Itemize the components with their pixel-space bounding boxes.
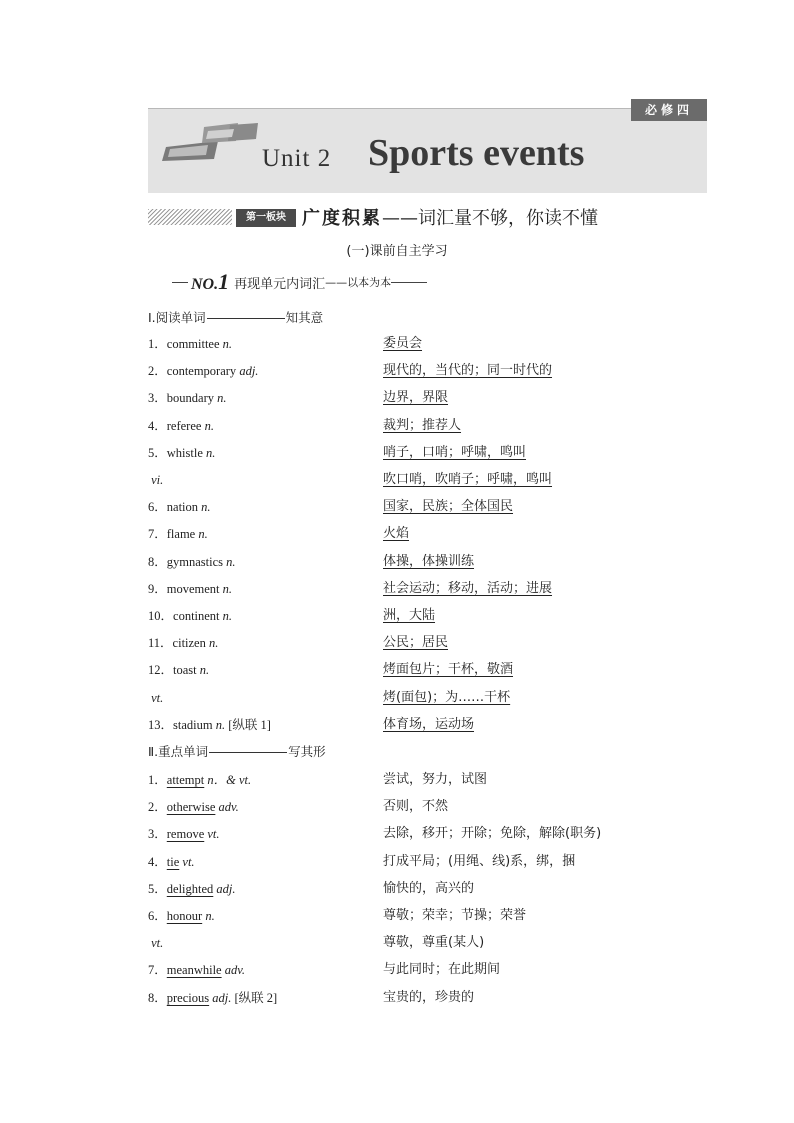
item-word: citizen (172, 636, 206, 651)
item-word: precious (166, 990, 210, 1005)
rule-left (172, 282, 188, 283)
list-item (148, 415, 708, 437)
item-pos: n. (205, 909, 215, 923)
part1-heading-tail: 知其意 (285, 310, 324, 325)
list-item (148, 714, 708, 736)
book-tag: 必修四 (631, 99, 707, 121)
list-item (148, 360, 708, 382)
section-stripe (148, 209, 232, 225)
item-extra: [纵联 1] (228, 717, 271, 732)
item-word: honour (166, 909, 203, 923)
item-number: 8． (148, 554, 167, 569)
item-number: 13． (148, 717, 174, 732)
item-word: tie (166, 854, 180, 869)
unit-banner (148, 103, 707, 193)
heading-dash (209, 752, 287, 753)
item-meaning: 火焰 (383, 526, 410, 542)
item-meaning: 公民；居民 (383, 635, 449, 651)
item-pos: n. (201, 500, 211, 515)
item-word: continent (173, 609, 220, 623)
item-word: committee (166, 337, 220, 351)
item-meaning: 尊敬；荣幸；节操；荣誉 (383, 908, 527, 923)
item-meaning: 尝试，努力，试图 (383, 772, 488, 787)
item-number: 2． (148, 800, 167, 815)
item-meaning: 去除，移开；开除；免除，解除(职务) (383, 826, 602, 842)
subsection-tail: ——以本为本 (325, 276, 392, 289)
list-item (148, 632, 708, 654)
list-item (148, 387, 708, 409)
item-extra: [纵联 2] (234, 990, 278, 1005)
item-word: flame (166, 527, 196, 542)
part2-heading-tail: 写其形 (288, 744, 326, 759)
item-meaning: 边界，界限 (383, 390, 449, 406)
list-item (148, 959, 708, 981)
item-meaning: 烤面包片；干杯，敬酒 (383, 662, 514, 678)
item-pos: adv. (224, 963, 245, 978)
item-pos: n. (222, 581, 233, 596)
item-pos: vt. (151, 690, 164, 705)
list-item (148, 605, 708, 627)
item-word: attempt (166, 773, 205, 787)
item-number: 5． (148, 881, 167, 896)
item-meaning: 体育场，运动场 (383, 716, 475, 732)
list-item (148, 823, 708, 845)
item-number: 6． (148, 909, 167, 923)
item-pos: vt. (182, 854, 195, 869)
list-item (148, 659, 708, 681)
item-number: 3． (148, 391, 167, 406)
item-pos: n. (204, 418, 214, 433)
part1-heading (148, 307, 323, 329)
item-meaning: 打成平局；(用绳、线)系，绑，捆 (383, 853, 576, 869)
item-number: 1． (148, 337, 167, 351)
item-number: 10． (148, 609, 174, 623)
section-badge: 第一板块 (236, 209, 296, 227)
item-number: 6． (148, 500, 167, 515)
item-pos: n. (199, 663, 210, 678)
list-item (148, 578, 708, 600)
list-item (148, 333, 708, 355)
item-word: whistle (166, 445, 203, 460)
list-item (148, 851, 708, 873)
item-pos: adv. (218, 800, 239, 815)
item-pos: vt. (151, 936, 164, 951)
item-number: 5． (148, 445, 167, 460)
part1-heading-label: Ⅰ.阅读单词 (148, 310, 206, 325)
item-pos: vt. (207, 827, 220, 842)
unit-number: Unit 2 (262, 145, 332, 172)
list-item (148, 987, 708, 1009)
list-item (148, 469, 708, 491)
subsection-name: 再现单元内词汇 (234, 276, 326, 292)
item-pos: n. (222, 337, 233, 351)
item-meaning: 体操，体操训练 (383, 553, 475, 569)
item-pos: n. (217, 391, 227, 406)
list-item (148, 551, 708, 573)
item-pos: n．& vt. (207, 773, 252, 787)
item-word: stadium (173, 717, 213, 732)
item-number: 4． (148, 418, 167, 433)
item-word: boundary (166, 391, 214, 406)
subsection-header (172, 270, 427, 294)
no-label: NO. (191, 276, 219, 293)
item-word: movement (166, 581, 220, 596)
item-pos: n. (206, 445, 216, 460)
item-pos: adj. (216, 881, 236, 896)
no-number: 1 (218, 269, 230, 294)
list-item (148, 932, 708, 954)
heading-dash (207, 318, 285, 319)
item-number: 2． (148, 364, 167, 379)
item-meaning: 委员会 (383, 336, 423, 351)
list-item (148, 687, 708, 709)
item-word: meanwhile (166, 963, 222, 978)
unit-title: Sports events (368, 132, 585, 174)
item-word: referee (166, 418, 202, 433)
item-meaning: 烤(面包)；为……干杯 (383, 689, 511, 705)
item-pos: n. (198, 527, 208, 542)
subsection-number (191, 269, 229, 295)
item-number: 11． (148, 636, 173, 651)
item-word: gymnastics (166, 554, 224, 569)
item-meaning: 国家，民族；全体国民 (383, 499, 514, 515)
part2-heading-label: Ⅱ.重点单词 (148, 744, 209, 759)
section-title (302, 204, 598, 230)
item-meaning: 否则，不然 (383, 799, 449, 815)
item-number: 12． (148, 663, 174, 678)
item-number: 8． (148, 990, 167, 1005)
list-item (148, 523, 708, 545)
item-number: 1． (148, 773, 167, 787)
item-meaning: 愉快的，高兴的 (383, 880, 475, 896)
section-title-main: 广度积累 (302, 208, 382, 229)
item-number: 3． (148, 827, 167, 842)
rule-right (391, 282, 427, 283)
item-pos: n. (209, 636, 219, 651)
list-item (148, 442, 708, 464)
list-item (148, 769, 708, 791)
item-meaning: 宝贵的，珍贵的 (383, 989, 475, 1005)
item-word: otherwise (166, 800, 216, 815)
item-number: 7． (148, 963, 167, 978)
item-number: 7． (148, 527, 167, 542)
section-title-sub: ——词汇量不够，你读不懂 (382, 208, 598, 229)
item-meaning: 与此同时；在此期间 (383, 962, 501, 978)
item-pos: n. (222, 609, 233, 623)
list-item (148, 905, 708, 927)
list-item (148, 496, 708, 518)
item-pos: n. (226, 554, 236, 569)
item-meaning: 现代的，当代的；同一时代的 (383, 363, 553, 379)
item-meaning: 吹口哨，吹哨子；呼啸，鸣叫 (383, 472, 553, 487)
item-pos: adj. (239, 364, 259, 379)
item-meaning: 哨子，口哨；呼啸，鸣叫 (383, 444, 527, 460)
item-meaning: 洲，大陆 (383, 608, 436, 623)
banner-photos-image (158, 121, 258, 161)
item-word: nation (166, 500, 199, 515)
item-word: remove (166, 827, 205, 842)
lesson-title: (一)课前自主学习 (346, 244, 448, 259)
list-item (148, 796, 708, 818)
item-meaning: 尊敬，尊重(某人) (383, 935, 485, 951)
item-word: contemporary (166, 364, 237, 379)
item-word: toast (173, 663, 197, 678)
part2-heading (148, 741, 326, 763)
item-pos: vi. (151, 473, 164, 487)
list-item (148, 878, 708, 900)
item-number: 9． (148, 581, 167, 596)
item-meaning: 社会运动；移动，活动；进展 (383, 580, 553, 596)
item-pos: n. (215, 717, 226, 732)
item-pos: adj. (212, 990, 232, 1005)
item-meaning: 裁判；推荐人 (383, 417, 462, 433)
item-word: delighted (166, 881, 214, 896)
item-number: 4． (148, 854, 167, 869)
